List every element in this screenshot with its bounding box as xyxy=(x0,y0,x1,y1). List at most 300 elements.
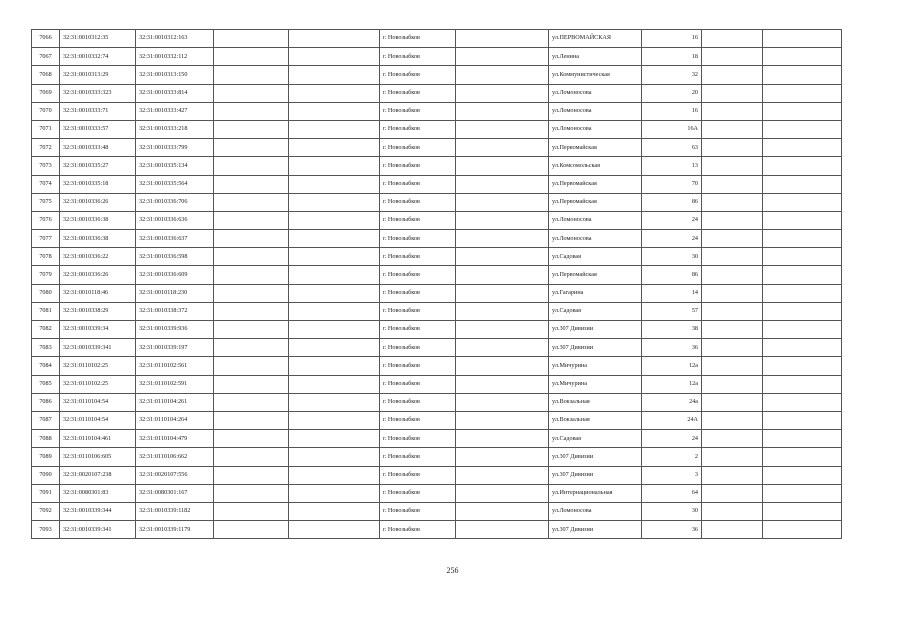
row-number-cell: 7093 xyxy=(32,521,60,539)
object-number-cell: 32:31:0010339:1182 xyxy=(136,502,214,520)
street-cell: ул.Первомайская xyxy=(549,193,642,211)
parcel-number-cell: 32:31:0010333:48 xyxy=(60,139,136,157)
object-number-cell: 32:31:0010335:564 xyxy=(136,175,214,193)
parcel-number-cell: 32:31:0010335:18 xyxy=(60,175,136,193)
empty-cell xyxy=(289,193,380,211)
street-cell: ул.Ленина xyxy=(549,48,642,66)
empty-cell xyxy=(763,102,842,120)
object-number-cell: 32:31:0110104:261 xyxy=(136,393,214,411)
row-number-cell: 7078 xyxy=(32,248,60,266)
parcel-number-cell: 32:31:0010333:57 xyxy=(60,120,136,138)
row-number-cell: 7081 xyxy=(32,302,60,320)
empty-cell xyxy=(702,375,763,393)
empty-cell xyxy=(214,357,289,375)
object-number-cell: 32:31:0010118:230 xyxy=(136,284,214,302)
empty-cell xyxy=(702,521,763,539)
empty-cell xyxy=(289,466,380,484)
house-number-cell: 30 xyxy=(642,248,702,266)
empty-cell xyxy=(214,266,289,284)
street-cell: ул.ПЕРВОМАЙСКАЯ xyxy=(549,30,642,48)
empty-cell xyxy=(289,502,380,520)
empty-cell xyxy=(456,102,549,120)
locality-cell: г. Новозыбков xyxy=(380,211,456,229)
parcel-number-cell: 32:31:0010336:26 xyxy=(60,266,136,284)
empty-cell xyxy=(702,102,763,120)
locality-cell: г. Новозыбков xyxy=(380,284,456,302)
empty-cell xyxy=(763,266,842,284)
empty-cell xyxy=(214,157,289,175)
empty-cell xyxy=(289,139,380,157)
empty-cell xyxy=(289,248,380,266)
empty-cell xyxy=(763,521,842,539)
locality-cell: г. Новозыбков xyxy=(380,230,456,248)
empty-cell xyxy=(289,230,380,248)
street-cell: ул.Мичурина xyxy=(549,357,642,375)
house-number-cell: 24 xyxy=(642,430,702,448)
table-row xyxy=(32,321,842,339)
object-number-cell: 32:31:0010333:427 xyxy=(136,102,214,120)
empty-cell xyxy=(456,230,549,248)
empty-cell xyxy=(702,393,763,411)
empty-cell xyxy=(456,30,549,48)
table-row xyxy=(32,375,842,393)
row-number-cell: 7067 xyxy=(32,48,60,66)
row-number-cell: 7080 xyxy=(32,284,60,302)
empty-cell xyxy=(702,448,763,466)
row-number-cell: 7068 xyxy=(32,66,60,84)
parcel-number-cell: 32:31:0110104:461 xyxy=(60,430,136,448)
empty-cell xyxy=(763,484,842,502)
locality-cell: г. Новозыбков xyxy=(380,139,456,157)
empty-cell xyxy=(289,411,380,429)
object-number-cell: 32:31:0010336:706 xyxy=(136,193,214,211)
empty-cell xyxy=(456,211,549,229)
parcel-number-cell: 32:31:0010333:323 xyxy=(60,84,136,102)
empty-cell xyxy=(763,248,842,266)
row-number-cell: 7071 xyxy=(32,120,60,138)
street-cell: ул.Гагарина xyxy=(549,284,642,302)
row-number-cell: 7090 xyxy=(32,466,60,484)
parcel-number-cell: 32:31:0010339:341 xyxy=(60,339,136,357)
empty-cell xyxy=(702,302,763,320)
parcel-number-cell: 32:31:0110104:54 xyxy=(60,411,136,429)
house-number-cell: 2 xyxy=(642,448,702,466)
empty-cell xyxy=(763,284,842,302)
empty-cell xyxy=(456,375,549,393)
object-number-cell: 32:31:0080301:167 xyxy=(136,484,214,502)
row-number-cell: 7085 xyxy=(32,375,60,393)
empty-cell xyxy=(456,139,549,157)
parcel-number-cell: 32:31:0080301:83 xyxy=(60,484,136,502)
table-row xyxy=(32,302,842,320)
empty-cell xyxy=(763,211,842,229)
empty-cell xyxy=(763,302,842,320)
row-number-cell: 7073 xyxy=(32,157,60,175)
empty-cell xyxy=(214,248,289,266)
object-number-cell: 32:31:0010338:372 xyxy=(136,302,214,320)
street-cell: ул.Ломоносова xyxy=(549,230,642,248)
object-number-cell: 32:31:0010333:814 xyxy=(136,84,214,102)
locality-cell: г. Новозыбков xyxy=(380,175,456,193)
house-number-cell: 38 xyxy=(642,321,702,339)
table-row xyxy=(32,120,842,138)
object-number-cell: 32:31:0010333:218 xyxy=(136,120,214,138)
house-number-cell: 24а xyxy=(642,393,702,411)
empty-cell xyxy=(214,193,289,211)
empty-cell xyxy=(289,484,380,502)
table-row xyxy=(32,284,842,302)
empty-cell xyxy=(289,302,380,320)
street-cell: ул.Вокзальная xyxy=(549,411,642,429)
empty-cell xyxy=(763,339,842,357)
empty-cell xyxy=(702,339,763,357)
empty-cell xyxy=(702,120,763,138)
locality-cell: г. Новозыбков xyxy=(380,393,456,411)
row-number-cell: 7076 xyxy=(32,211,60,229)
object-number-cell: 32:31:0110104:479 xyxy=(136,430,214,448)
parcel-number-cell: 32:31:0010339:341 xyxy=(60,521,136,539)
object-number-cell: 32:31:0010336:609 xyxy=(136,266,214,284)
empty-cell xyxy=(763,321,842,339)
street-cell: ул.307 Дивизии xyxy=(549,448,642,466)
empty-cell xyxy=(456,357,549,375)
locality-cell: г. Новозыбков xyxy=(380,466,456,484)
locality-cell: г. Новозыбков xyxy=(380,120,456,138)
table-row xyxy=(32,484,842,502)
parcel-number-cell: 32:31:0010118:46 xyxy=(60,284,136,302)
empty-cell xyxy=(702,230,763,248)
object-number-cell: 32:31:0110106:662 xyxy=(136,448,214,466)
parcel-number-cell: 32:31:0010339:344 xyxy=(60,502,136,520)
empty-cell xyxy=(456,284,549,302)
house-number-cell: 20 xyxy=(642,84,702,102)
table-row xyxy=(32,411,842,429)
parcel-number-cell: 32:31:0010336:26 xyxy=(60,193,136,211)
empty-cell xyxy=(214,302,289,320)
empty-cell xyxy=(763,230,842,248)
empty-cell xyxy=(702,321,763,339)
empty-cell xyxy=(214,321,289,339)
empty-cell xyxy=(456,175,549,193)
empty-cell xyxy=(456,502,549,520)
table-row xyxy=(32,139,842,157)
table-row xyxy=(32,66,842,84)
row-number-cell: 7082 xyxy=(32,321,60,339)
empty-cell xyxy=(456,193,549,211)
object-number-cell: 32:31:0010336:598 xyxy=(136,248,214,266)
empty-cell xyxy=(214,211,289,229)
house-number-cell: 70 xyxy=(642,175,702,193)
empty-cell xyxy=(214,430,289,448)
object-number-cell: 32:31:0010313:150 xyxy=(136,66,214,84)
locality-cell: г. Новозыбков xyxy=(380,193,456,211)
house-number-cell: 14 xyxy=(642,284,702,302)
empty-cell xyxy=(214,484,289,502)
empty-cell xyxy=(214,521,289,539)
table-row xyxy=(32,30,842,48)
empty-cell xyxy=(456,521,549,539)
empty-cell xyxy=(763,357,842,375)
row-number-cell: 7087 xyxy=(32,411,60,429)
house-number-cell: 16 xyxy=(642,30,702,48)
table-row xyxy=(32,430,842,448)
house-number-cell: 18 xyxy=(642,48,702,66)
locality-cell: г. Новозыбков xyxy=(380,84,456,102)
empty-cell xyxy=(702,48,763,66)
table-row xyxy=(32,84,842,102)
parcel-number-cell: 32:31:0110102:25 xyxy=(60,357,136,375)
empty-cell xyxy=(214,339,289,357)
empty-cell xyxy=(289,48,380,66)
locality-cell: г. Новозыбков xyxy=(380,266,456,284)
empty-cell xyxy=(214,375,289,393)
street-cell: ул.Вокзальная xyxy=(549,393,642,411)
parcel-number-cell: 32:31:0010336:22 xyxy=(60,248,136,266)
row-number-cell: 7086 xyxy=(32,393,60,411)
object-number-cell: 32:31:0110102:561 xyxy=(136,357,214,375)
empty-cell xyxy=(702,284,763,302)
object-number-cell: 32:31:0010335:134 xyxy=(136,157,214,175)
object-number-cell: 32:31:0010333:799 xyxy=(136,139,214,157)
house-number-cell: 64 xyxy=(642,484,702,502)
locality-cell: г. Новозыбков xyxy=(380,448,456,466)
object-number-cell: 32:31:0010332:112 xyxy=(136,48,214,66)
locality-cell: г. Новозыбков xyxy=(380,48,456,66)
empty-cell xyxy=(456,302,549,320)
object-number-cell: 32:31:0010339:1179 xyxy=(136,521,214,539)
empty-cell xyxy=(763,193,842,211)
locality-cell: г. Новозыбков xyxy=(380,521,456,539)
empty-cell xyxy=(702,157,763,175)
empty-cell xyxy=(456,66,549,84)
empty-cell xyxy=(289,430,380,448)
object-number-cell: 32:31:0110104:264 xyxy=(136,411,214,429)
empty-cell xyxy=(289,102,380,120)
row-number-cell: 7066 xyxy=(32,30,60,48)
parcel-number-cell: 32:31:0010333:71 xyxy=(60,102,136,120)
row-number-cell: 7092 xyxy=(32,502,60,520)
empty-cell xyxy=(289,66,380,84)
locality-cell: г. Новозыбков xyxy=(380,302,456,320)
empty-cell xyxy=(763,157,842,175)
empty-cell xyxy=(763,48,842,66)
empty-cell xyxy=(456,484,549,502)
house-number-cell: 13 xyxy=(642,157,702,175)
empty-cell xyxy=(763,84,842,102)
parcel-number-cell: 32:31:0010313:29 xyxy=(60,66,136,84)
empty-cell xyxy=(763,393,842,411)
row-number-cell: 7072 xyxy=(32,139,60,157)
parcel-number-cell: 32:31:0010336:38 xyxy=(60,211,136,229)
row-number-cell: 7089 xyxy=(32,448,60,466)
empty-cell xyxy=(289,84,380,102)
table-row xyxy=(32,157,842,175)
empty-cell xyxy=(763,139,842,157)
object-number-cell: 32:31:0110102:591 xyxy=(136,375,214,393)
empty-cell xyxy=(214,393,289,411)
empty-cell xyxy=(702,266,763,284)
empty-cell xyxy=(763,466,842,484)
empty-cell xyxy=(702,430,763,448)
empty-cell xyxy=(214,139,289,157)
street-cell: ул.307 Дивизии xyxy=(549,521,642,539)
empty-cell xyxy=(214,48,289,66)
empty-cell xyxy=(763,375,842,393)
empty-cell xyxy=(763,66,842,84)
empty-cell xyxy=(289,375,380,393)
empty-cell xyxy=(289,448,380,466)
parcel-number-cell: 32:31:0010312:35 xyxy=(60,30,136,48)
house-number-cell: 32 xyxy=(642,66,702,84)
house-number-cell: 16 xyxy=(642,102,702,120)
empty-cell xyxy=(702,66,763,84)
row-number-cell: 7070 xyxy=(32,102,60,120)
parcel-number-cell: 32:31:0010339:34 xyxy=(60,321,136,339)
house-number-cell: 36 xyxy=(642,521,702,539)
house-number-cell: 12а xyxy=(642,375,702,393)
empty-cell xyxy=(214,102,289,120)
parcel-number-cell: 32:31:0010335:27 xyxy=(60,157,136,175)
street-cell: ул.Ломоносова xyxy=(549,120,642,138)
empty-cell xyxy=(214,230,289,248)
street-cell: ул.Коммунистическая xyxy=(549,66,642,84)
street-cell: ул.Ломоносова xyxy=(549,211,642,229)
empty-cell xyxy=(456,157,549,175)
parcel-number-cell: 32:31:0110102:25 xyxy=(60,375,136,393)
house-number-cell: 86 xyxy=(642,193,702,211)
object-number-cell: 32:31:0010312:163 xyxy=(136,30,214,48)
empty-cell xyxy=(289,120,380,138)
street-cell: ул.Садовая xyxy=(549,248,642,266)
table-row xyxy=(32,502,842,520)
empty-cell xyxy=(289,357,380,375)
empty-cell xyxy=(456,393,549,411)
empty-cell xyxy=(456,266,549,284)
street-cell: ул.Первомайская xyxy=(549,175,642,193)
locality-cell: г. Новозыбков xyxy=(380,66,456,84)
street-cell: ул.Первомайская xyxy=(549,266,642,284)
empty-cell xyxy=(214,30,289,48)
row-number-cell: 7084 xyxy=(32,357,60,375)
street-cell: ул.Интернациональная xyxy=(549,484,642,502)
empty-cell xyxy=(702,248,763,266)
locality-cell: г. Новозыбков xyxy=(380,321,456,339)
locality-cell: г. Новозыбков xyxy=(380,430,456,448)
empty-cell xyxy=(456,430,549,448)
parcel-number-cell: 32:31:0010338:29 xyxy=(60,302,136,320)
street-cell: ул.307 Дивизии xyxy=(549,466,642,484)
empty-cell xyxy=(456,84,549,102)
empty-cell xyxy=(763,502,842,520)
row-number-cell: 7069 xyxy=(32,84,60,102)
empty-cell xyxy=(702,193,763,211)
street-cell: ул.Первомайская xyxy=(549,139,642,157)
empty-cell xyxy=(289,521,380,539)
empty-cell xyxy=(214,448,289,466)
empty-cell xyxy=(289,284,380,302)
house-number-cell: 12а xyxy=(642,357,702,375)
table-row xyxy=(32,102,842,120)
empty-cell xyxy=(702,211,763,229)
table-row xyxy=(32,248,842,266)
street-cell: ул.Садовая xyxy=(549,430,642,448)
house-number-cell: 24А xyxy=(642,411,702,429)
empty-cell xyxy=(456,48,549,66)
empty-cell xyxy=(289,266,380,284)
table-body xyxy=(32,30,842,539)
row-number-cell: 7079 xyxy=(32,266,60,284)
object-number-cell: 32:31:0010336:636 xyxy=(136,211,214,229)
house-number-cell: 24 xyxy=(642,211,702,229)
street-cell: ул.Садовая xyxy=(549,302,642,320)
row-number-cell: 7091 xyxy=(32,484,60,502)
locality-cell: г. Новозыбков xyxy=(380,357,456,375)
empty-cell xyxy=(214,120,289,138)
street-cell: ул.307 Дивизии xyxy=(549,339,642,357)
empty-cell xyxy=(702,357,763,375)
empty-cell xyxy=(289,175,380,193)
empty-cell xyxy=(702,466,763,484)
table-row xyxy=(32,357,842,375)
empty-cell xyxy=(702,502,763,520)
house-number-cell: 24 xyxy=(642,230,702,248)
empty-cell xyxy=(456,248,549,266)
empty-cell xyxy=(702,30,763,48)
empty-cell xyxy=(763,120,842,138)
row-number-cell: 7075 xyxy=(32,193,60,211)
object-number-cell: 32:31:0010339:197 xyxy=(136,339,214,357)
empty-cell xyxy=(456,466,549,484)
street-cell: ул.Ломоносова xyxy=(549,102,642,120)
empty-cell xyxy=(289,393,380,411)
locality-cell: г. Новозыбков xyxy=(380,102,456,120)
table-row xyxy=(32,175,842,193)
row-number-cell: 7083 xyxy=(32,339,60,357)
locality-cell: г. Новозыбков xyxy=(380,502,456,520)
table-row xyxy=(32,339,842,357)
parcel-number-cell: 32:31:0010332:74 xyxy=(60,48,136,66)
object-number-cell: 32:31:0010336:637 xyxy=(136,230,214,248)
house-number-cell: 86 xyxy=(642,266,702,284)
empty-cell xyxy=(214,466,289,484)
parcel-number-cell: 32:31:0020107:238 xyxy=(60,466,136,484)
empty-cell xyxy=(456,339,549,357)
locality-cell: г. Новозыбков xyxy=(380,375,456,393)
table-row xyxy=(32,230,842,248)
locality-cell: г. Новозыбков xyxy=(380,339,456,357)
parcel-number-cell: 32:31:0110106:605 xyxy=(60,448,136,466)
empty-cell xyxy=(214,175,289,193)
row-number-cell: 7088 xyxy=(32,430,60,448)
empty-cell xyxy=(702,411,763,429)
page-number: 256 xyxy=(446,566,459,575)
empty-cell xyxy=(763,175,842,193)
empty-cell xyxy=(214,411,289,429)
table-row xyxy=(32,193,842,211)
empty-cell xyxy=(763,411,842,429)
house-number-cell: 16А xyxy=(642,120,702,138)
house-number-cell: 3 xyxy=(642,466,702,484)
locality-cell: г. Новозыбков xyxy=(380,157,456,175)
register-table xyxy=(31,29,842,539)
street-cell: ул.Комсомольская xyxy=(549,157,642,175)
parcel-number-cell: 32:31:0110104:54 xyxy=(60,393,136,411)
empty-cell xyxy=(702,139,763,157)
street-cell: ул.Мичурина xyxy=(549,375,642,393)
empty-cell xyxy=(456,321,549,339)
empty-cell xyxy=(214,84,289,102)
row-number-cell: 7077 xyxy=(32,230,60,248)
